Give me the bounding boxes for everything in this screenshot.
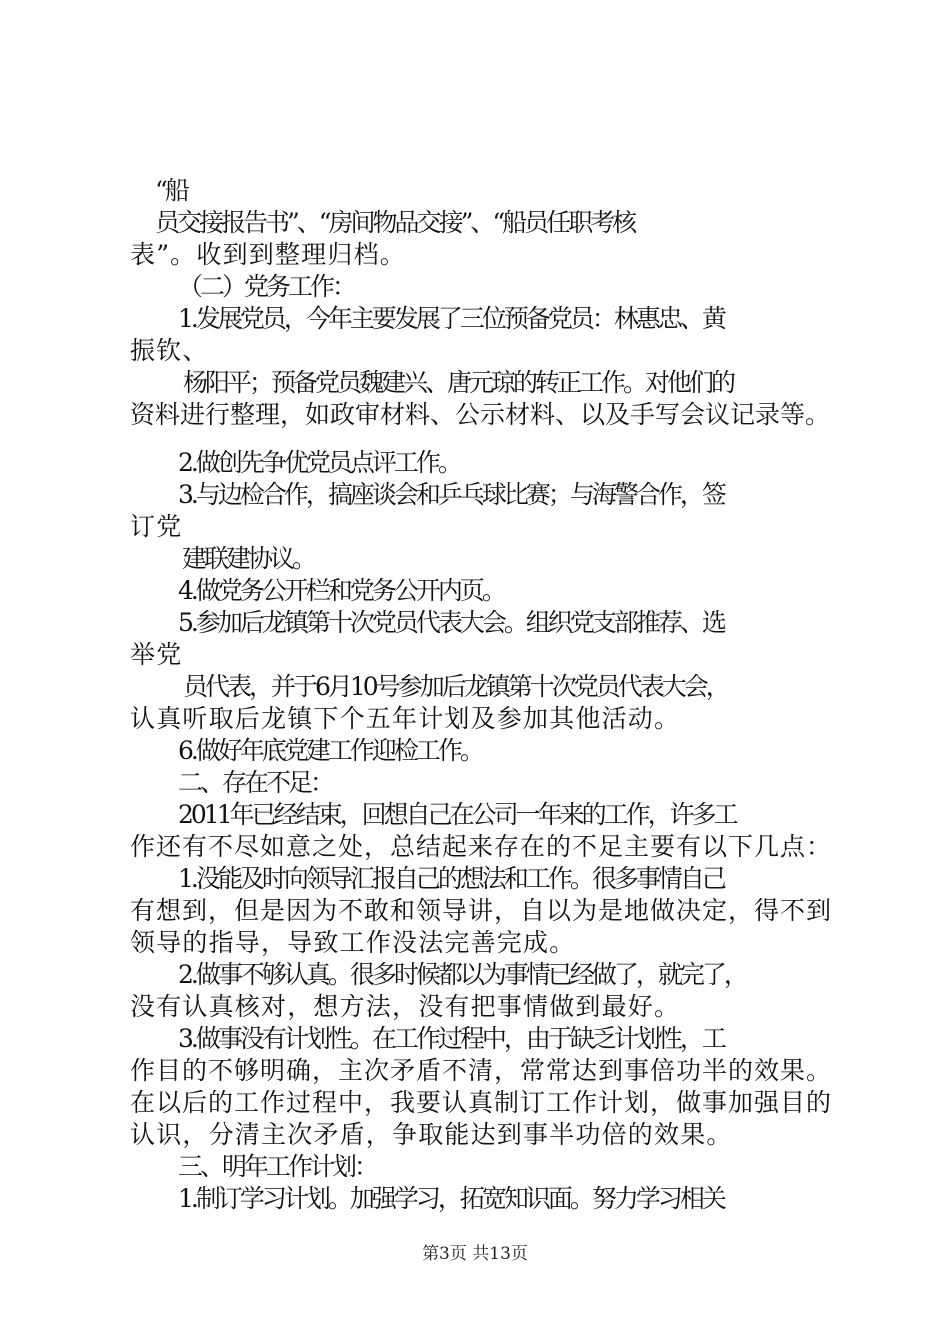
text-line: 3.与边检合作，搞座谈会和乒乓球比赛；与海警合作，签 [178,480,724,509]
text-line: 杨阳平；预备党员魏建兴、唐元琼的转正工作。对他们的 [183,368,734,397]
text-line: 建联建协议。 [182,544,315,573]
text-line: 没有认真核对，想方法，没有把事情做到最好。 [130,992,681,1021]
text-line: 3.做事没有计划性。在工作过程中，由于缺乏计划性，工 [178,1024,724,1053]
text-line: 4.做党务公开栏和党务公开内页。 [178,576,504,605]
text-line: 表”。收到到整理归档。 [130,240,406,269]
text-line: （二）党务工作： [178,272,355,301]
text-line: 举党 [130,640,183,669]
text-line: 认真听取后龙镇下个五年计划及参加其他活动。 [130,704,681,733]
text-line: 1.制订学习计划。加强学习，拓宽知识面。努力学习相关 [178,1184,724,1213]
text-line: 1.没能及时向领导汇报自己的想法和工作。很多事情自己 [178,864,724,893]
text-line: 6.做好年底党建工作迎检工作。 [178,736,482,765]
text-line: 振钦、 [130,336,209,365]
text-line: 员代表，并于6月10号参加后龙镇第十次党员代表大会， [183,672,728,701]
text-line: 员交接报告书”、“房间物品交接”、“船员任职考核 [155,208,635,237]
text-line: 2.做事不够认真。很多时候都以为事情已经做了，就完了， [178,960,746,989]
text-line: 1.发展党员，今年主要发展了三位预备党员：林惠忠、黄 [178,304,724,333]
text-line: 有想到，但是因为不敢和领导讲，自以为是地做决定，得不到 [130,896,833,925]
text-line: “船 [155,176,187,205]
text-line: 领导的指导，导致工作没法完善完成。 [130,928,576,957]
text-line: 作目的不够明确，主次矛盾不清，常常达到事倍功半的效果。 [130,1056,833,1085]
text-line: 在以后的工作过程中，我要认真制订工作计划，做事加强目的 [130,1088,833,1117]
text-line: 2011年已经结束，回想自己在公司一年来的工作，许多工 [178,800,736,829]
text-line: 认识，分清主次矛盾，争取能达到事半功倍的效果。 [130,1120,733,1149]
text-line: 订党 [130,512,183,541]
text-line: 三、明年工作计划： [178,1152,377,1181]
page-footer: 第3页 共13页 [422,1244,528,1264]
text-line: 二、存在不足： [178,768,333,797]
text-line: 作还有不尽如意之处，总结起来存在的不足主要有以下几点： [130,832,833,861]
text-line: 5.参加后龙镇第十次党员代表大会。组织党支部推荐、选 [178,608,724,637]
text-line: 2.做创先争优党员点评工作。 [178,448,460,477]
text-line: 资料进行整理，如政审材料、公示材料、以及手写会议记录等。 [130,400,831,429]
